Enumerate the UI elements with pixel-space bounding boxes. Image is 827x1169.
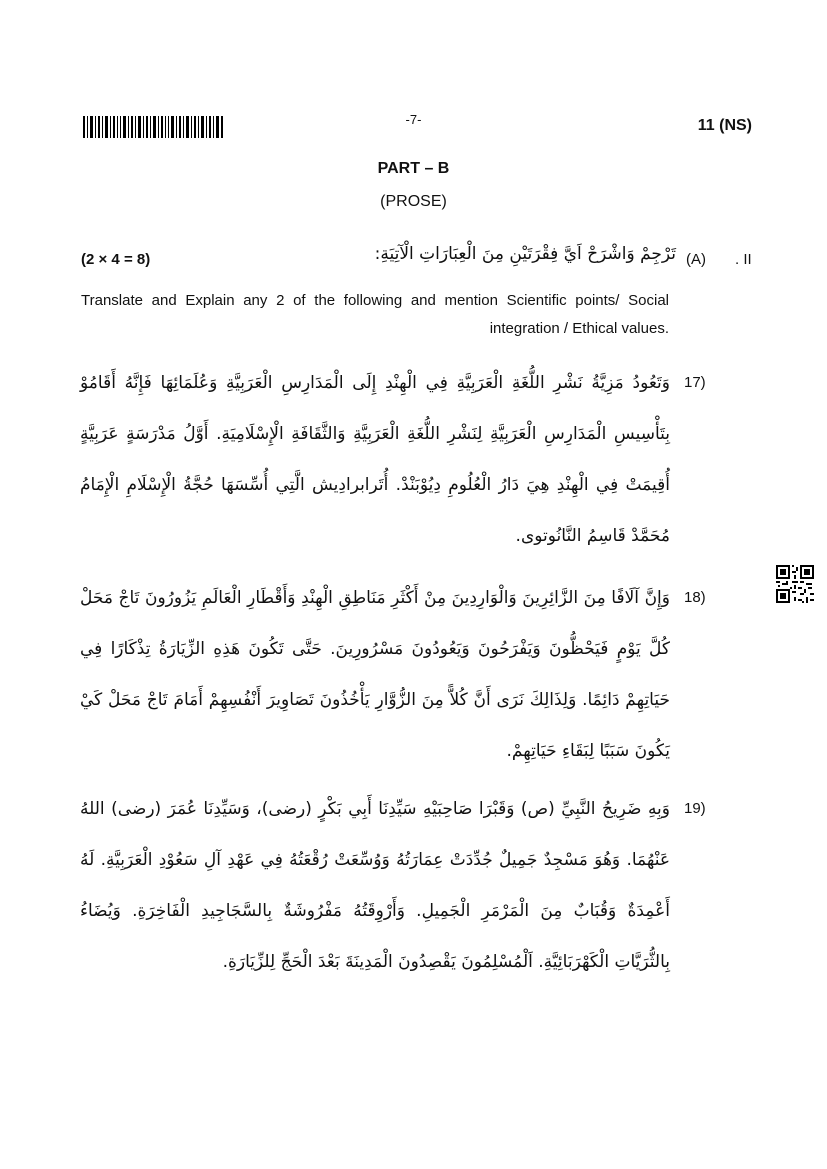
paper-code: 11 (NS)	[697, 117, 752, 134]
passage-number: 19)	[684, 800, 706, 817]
question-part-label: (A)	[686, 251, 706, 268]
passage-text: وَتَعُودُ مَزِيَّةُ نَشْرِ اللُّغَةِ الْعَرَبِيَّةِ فِي الْهِنْدِ إِلَى الْمَدَارِسِ الْعَرَبِيَّةِ وَعُلَمَائِهَا فَإِنَّهُ أَقَامُوْ بِتَأْسِيسِ الْمَدَارِسِ الْعَرَبِيَّةِ لِنَشْرِ اللُّغَةِ الْعَرَبِيَّةِ وَالثَّقَافَةِ الْإِسْلَامِيَةِ. أَوَّلُ مَدْرَسَةٍ عَرَبِيَّةٍ أُقِيمَتْ فِي الْهِنْدِ هِيَ دَارُ الْعُلُومِ دِيُوْبَنْدْ. أُتَرابرادِيش الَّتِي أُسِّسَهَا حُجَّةُ الْإِسْلَامِ الْإِمَامُ مُحَمَّدْ قَاسِمُ النَّانُوتوى.	[80, 373, 670, 546]
question-roman-number: . II	[735, 251, 752, 268]
page-number: -7-	[405, 112, 422, 127]
passage-number: 17)	[684, 374, 706, 391]
part-subtitle: (PROSE)	[380, 193, 447, 210]
marks-allocation: (2 × 4 = 8)	[81, 251, 151, 268]
instruction-arabic: تَرْجِمْ وَاشْرَحْ اَيَّ فِقْرَتَيْنِ مِنَ الْعِبَارَاتِ الْآتِيَةِ:	[374, 244, 676, 264]
part-title: PART – B	[377, 160, 450, 177]
instruction-english: Translate and Explain any 2 of the following and mention Scientific points/ Social integration / Ethical values.	[81, 292, 669, 337]
passage-text: وَبِهِ ضَرِيحُ النَّبِيِّ (ص) وَقَبْرَا صَاحِبَيْهِ سَيِّدِنَا أَبِي بَكْرٍ (رضى)، وَسَيِّدِنَا عُمَرَ (رضى) اللهُ عَنْهُمَا. وَهُوَ مَسْجِدٌ جَمِيلٌ جُدِّدَتْ عِمَارَتُهُ وَوُسِّعَتْ رُقْعَتُهُ فِي عَهْدِ آلِ سَعُوْدِ الْعَرَبِيَّةِ. لَهُ أَعْمِدَةٌ وَقُبَابٌ مِنَ الْمَرْمَرِ الْجَمِيلِ. وَأَرْوِقَتُهُ مَفْرُوشَةٌ بِالسَّجَاجِيدِ الْفَاخِرَةِ. وَيُضَاءُ بِالثُّرَيَّاتِ الْكَهْرَبَائِيَّةِ. اَلْمُسْلِمُونَ يَقْصِدُونَ الْمَدِينَةَ بَعْدَ الْحَجِّ لِلزِّيَارَةِ.	[80, 799, 670, 972]
passage-number: 18)	[684, 589, 706, 606]
passage-text: وَإِنَّ آلَافًا مِنَ الزَّائِرِينَ وَالْوَارِدِينَ مِنْ أَكْثَرِ مَنَاطِقِ الْهِنْدِ وَأَقْطَارِ الْعَالَمِ يَزُورُونَ تَاجْ مَحَلْ كُلَّ يَوْمٍ فَيَحْظُّونَ وَيَفْرَحُونَ وَيَعُودُونَ مَسْرُورِينَ. حَتَّى تَكُونَ هَذِهِ الزِّيَارَةُ تِذْكَارًا فِي حَيَاتِهِمْ دَائِمًا. وَلِذَالِكَ نَرَى أَنَّ كُلاًّ مِنَ الزُّوَّارِ يَأْخُذُونَ تَصَاوِيرَ أَنْفُسِهِمْ أَمَامَ تَاجْ مَحَلْ كَيْ يَكُونَ سَبَبًا لِبَقَاءِ حَيَاتِهِمْ.	[80, 588, 670, 761]
qr-code	[776, 565, 814, 603]
